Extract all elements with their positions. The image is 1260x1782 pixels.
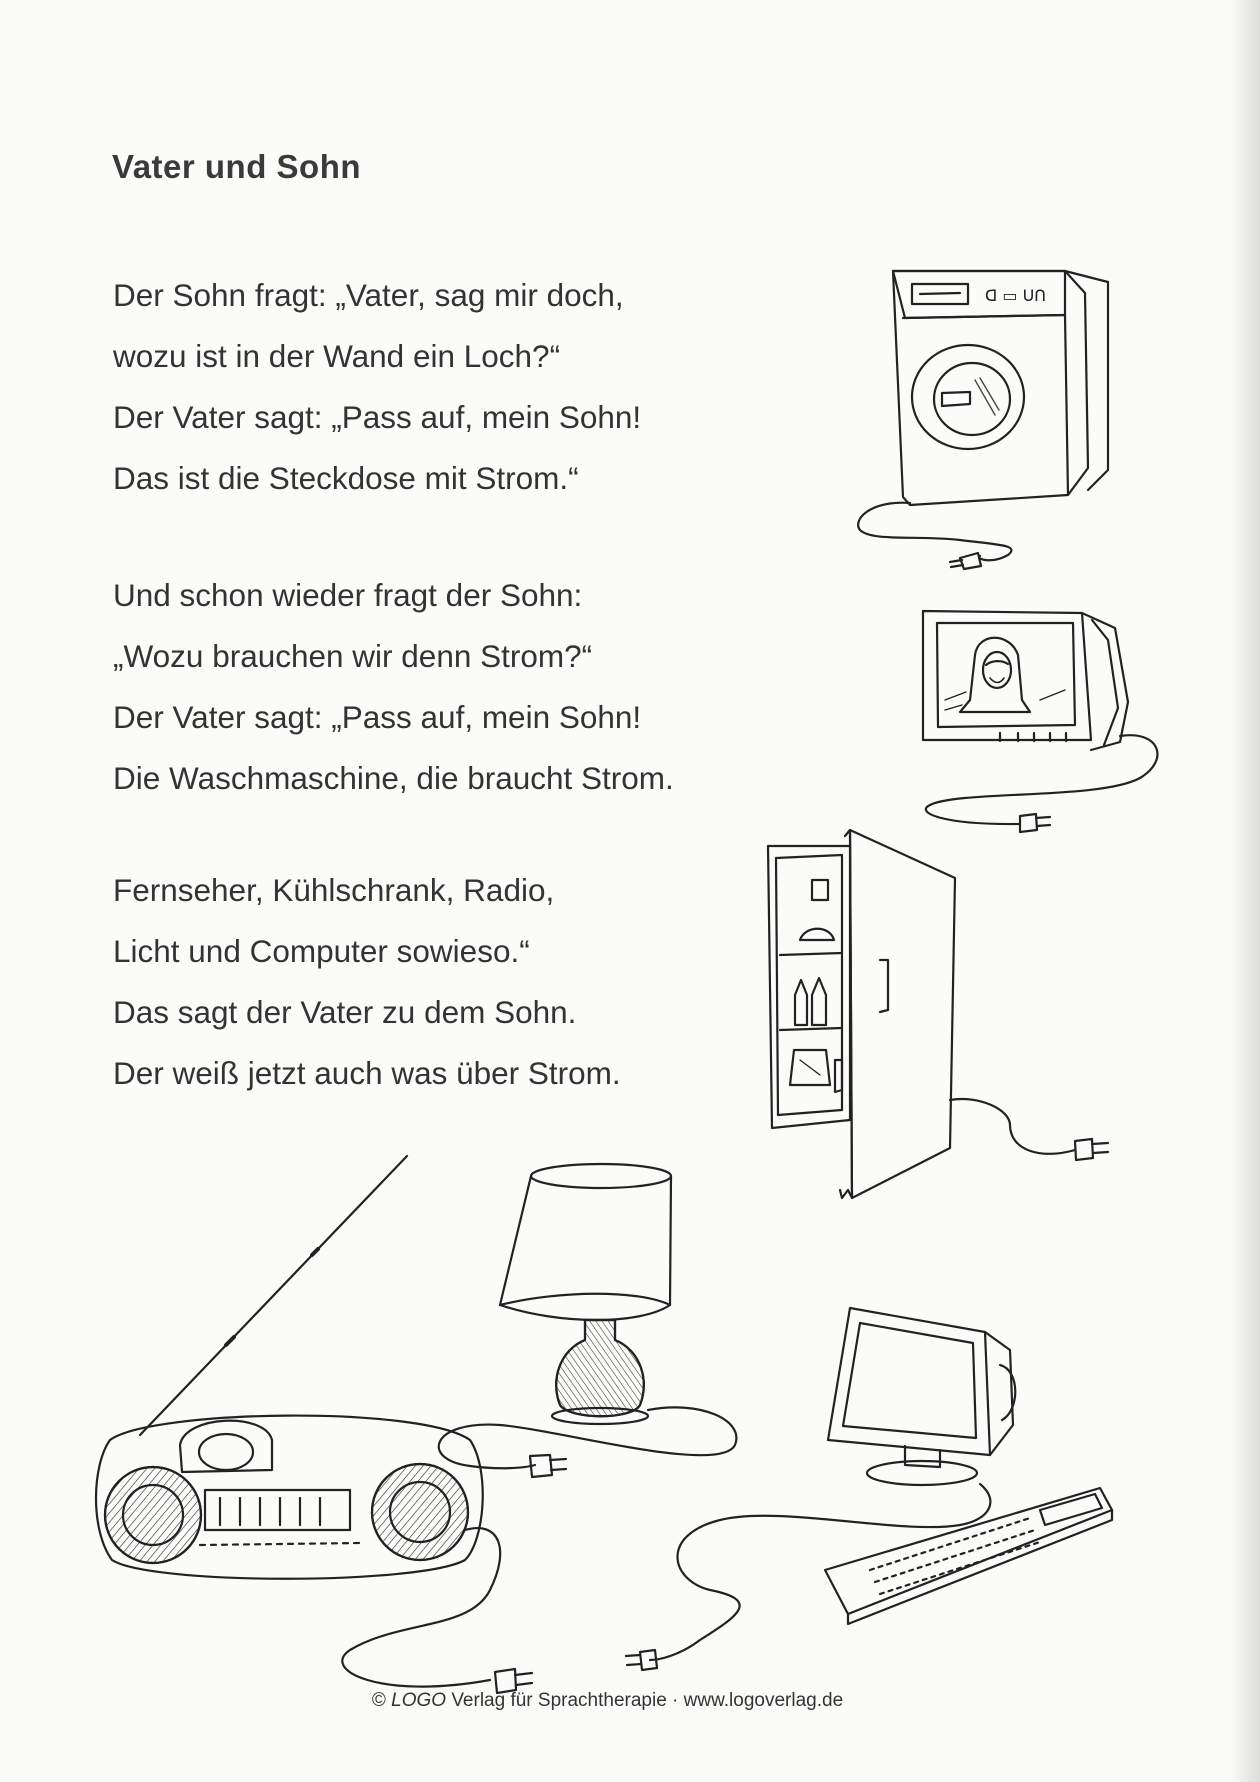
computer-illustration	[626, 1308, 1112, 1670]
poem-line: Und schon wieder fragt der Sohn:	[113, 577, 583, 613]
poem-line: Licht und Computer sowieso.“	[113, 933, 530, 969]
poem-line: Fernseher, Kühlschrank, Radio,	[113, 872, 555, 908]
poem-line: wozu ist in der Wand ein Loch?“	[113, 338, 561, 374]
poem-title: Vater und Sohn	[112, 148, 362, 185]
poem-line: Das sagt der Vater zu dem Sohn.	[113, 994, 577, 1030]
poem-line: Der Vater sagt: „Pass auf, mein Sohn!	[113, 399, 642, 435]
publisher-footer	[0, 1690, 1215, 1712]
washing-machine-brand-label: ᗡ ▭ ᑌᑎ	[985, 286, 1046, 305]
poem-line: Die Waschmaschine, die braucht Strom.	[113, 760, 674, 796]
washing-machine-illustration	[858, 271, 1108, 569]
table-lamp-illustration	[439, 1164, 737, 1477]
poem-line: Der weiß jetzt auch was über Strom.	[113, 1055, 621, 1091]
poem-line: Das ist die Steckdose mit Strom.“	[113, 460, 579, 496]
television-illustration	[923, 611, 1157, 832]
refrigerator-illustration	[768, 830, 1108, 1198]
publisher-logo: LOGO	[391, 1690, 447, 1711]
publisher-text: Verlag für Sprachtherapie · www.logoverlag.de	[451, 1690, 844, 1711]
copyright-symbol: ©	[371, 1690, 386, 1711]
poem-line: „Wozu brauchen wir denn Strom?“	[113, 638, 593, 674]
radio-illustration	[96, 1156, 532, 1693]
poem-line: Der Sohn fragt: „Vater, sag mir doch,	[113, 277, 624, 313]
poem-line: Der Vater sagt: „Pass auf, mein Sohn!	[113, 699, 642, 735]
